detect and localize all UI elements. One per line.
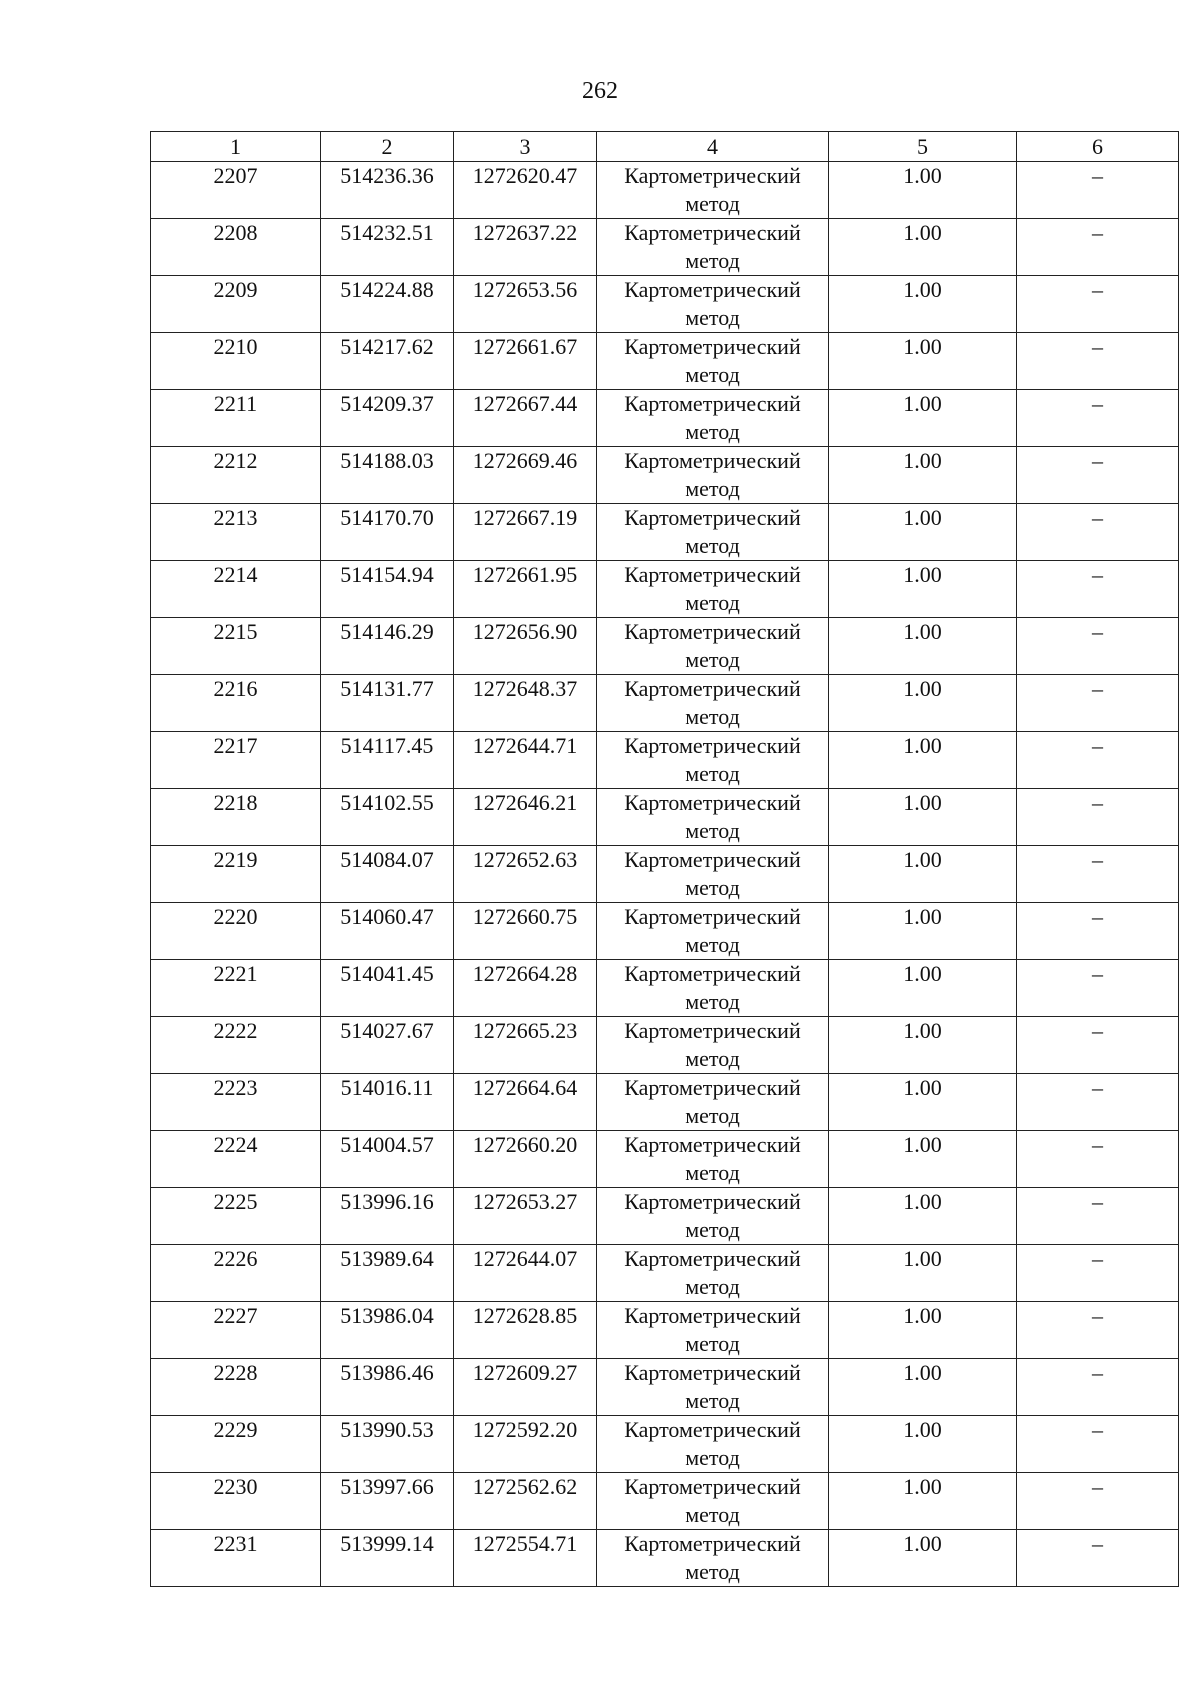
x-coordinate-cell: 513999.14 (321, 1530, 454, 1587)
header-cell-col2: 2 (321, 132, 454, 162)
accuracy-cell: 1.00 (829, 276, 1017, 333)
table-row (151, 162, 1179, 219)
y-coordinate-cell: 1272620.47 (454, 162, 597, 219)
method-cell: Картометрический метод (597, 960, 829, 1017)
x-coordinate-cell: 514102.55 (321, 789, 454, 846)
y-coordinate-cell: 1272660.75 (454, 903, 597, 960)
point-number-cell: 2209 (151, 276, 321, 333)
table-row (151, 732, 1179, 789)
header-cell-col6: 6 (1017, 132, 1179, 162)
x-coordinate-cell: 514016.11 (321, 1074, 454, 1131)
method-cell: Картометрический метод (597, 732, 829, 789)
table-row (151, 390, 1179, 447)
point-number-cell: 2207 (151, 162, 321, 219)
note-cell: – (1017, 1017, 1179, 1074)
accuracy-cell: 1.00 (829, 1302, 1017, 1359)
note-cell: – (1017, 1074, 1179, 1131)
x-coordinate-cell: 513990.53 (321, 1416, 454, 1473)
table-row (151, 903, 1179, 960)
note-cell: – (1017, 333, 1179, 390)
table-row (151, 219, 1179, 276)
y-coordinate-cell: 1272653.56 (454, 276, 597, 333)
table-row (151, 1302, 1179, 1359)
accuracy-cell: 1.00 (829, 846, 1017, 903)
point-number-cell: 2231 (151, 1530, 321, 1587)
point-number-cell: 2211 (151, 390, 321, 447)
accuracy-cell: 1.00 (829, 1131, 1017, 1188)
x-coordinate-cell: 514170.70 (321, 504, 454, 561)
table-row (151, 1017, 1179, 1074)
table-row (151, 1473, 1179, 1530)
table-row (151, 1416, 1179, 1473)
x-coordinate-cell: 514060.47 (321, 903, 454, 960)
accuracy-cell: 1.00 (829, 1473, 1017, 1530)
header-cell-col5: 5 (829, 132, 1017, 162)
point-number-cell: 2228 (151, 1359, 321, 1416)
accuracy-cell: 1.00 (829, 447, 1017, 504)
method-cell: Картометрический метод (597, 1359, 829, 1416)
point-number-cell: 2208 (151, 219, 321, 276)
point-number-cell: 2224 (151, 1131, 321, 1188)
method-cell: Картометрический метод (597, 276, 829, 333)
method-cell: Картометрический метод (597, 447, 829, 504)
method-cell: Картометрический метод (597, 903, 829, 960)
accuracy-cell: 1.00 (829, 1074, 1017, 1131)
table-row (151, 1530, 1179, 1587)
page-number: 262 (582, 78, 618, 104)
note-cell: – (1017, 903, 1179, 960)
method-cell: Картометрический метод (597, 333, 829, 390)
method-cell: Картометрический метод (597, 1131, 829, 1188)
point-number-cell: 2214 (151, 561, 321, 618)
y-coordinate-cell: 1272665.23 (454, 1017, 597, 1074)
header-cell-col3: 3 (454, 132, 597, 162)
table-row (151, 789, 1179, 846)
point-number-cell: 2221 (151, 960, 321, 1017)
point-number-cell: 2226 (151, 1245, 321, 1302)
note-cell: – (1017, 276, 1179, 333)
accuracy-cell: 1.00 (829, 1416, 1017, 1473)
method-cell: Картометрический метод (597, 789, 829, 846)
accuracy-cell: 1.00 (829, 903, 1017, 960)
header-row (151, 132, 1179, 162)
note-cell: – (1017, 789, 1179, 846)
accuracy-cell: 1.00 (829, 1245, 1017, 1302)
y-coordinate-cell: 1272661.95 (454, 561, 597, 618)
note-cell: – (1017, 1530, 1179, 1587)
header-cell-col1: 1 (151, 132, 321, 162)
note-cell: – (1017, 1131, 1179, 1188)
point-number-cell: 2215 (151, 618, 321, 675)
point-number-cell: 2213 (151, 504, 321, 561)
note-cell: – (1017, 561, 1179, 618)
table-row (151, 1131, 1179, 1188)
accuracy-cell: 1.00 (829, 960, 1017, 1017)
y-coordinate-cell: 1272667.44 (454, 390, 597, 447)
x-coordinate-cell: 514232.51 (321, 219, 454, 276)
accuracy-cell: 1.00 (829, 732, 1017, 789)
table-row (151, 447, 1179, 504)
note-cell: – (1017, 675, 1179, 732)
point-number-cell: 2223 (151, 1074, 321, 1131)
note-cell: – (1017, 960, 1179, 1017)
x-coordinate-cell: 513986.04 (321, 1302, 454, 1359)
accuracy-cell: 1.00 (829, 618, 1017, 675)
point-number-cell: 2216 (151, 675, 321, 732)
method-cell: Картометрический метод (597, 1530, 829, 1587)
y-coordinate-cell: 1272664.64 (454, 1074, 597, 1131)
y-coordinate-cell: 1272661.67 (454, 333, 597, 390)
x-coordinate-cell: 513997.66 (321, 1473, 454, 1530)
accuracy-cell: 1.00 (829, 561, 1017, 618)
method-cell: Картометрический метод (597, 1473, 829, 1530)
note-cell: – (1017, 1359, 1179, 1416)
method-cell: Картометрический метод (597, 846, 829, 903)
point-number-cell: 2210 (151, 333, 321, 390)
y-coordinate-cell: 1272562.62 (454, 1473, 597, 1530)
method-cell: Картометрический метод (597, 1017, 829, 1074)
x-coordinate-cell: 514041.45 (321, 960, 454, 1017)
y-coordinate-cell: 1272637.22 (454, 219, 597, 276)
table-row (151, 1245, 1179, 1302)
point-number-cell: 2227 (151, 1302, 321, 1359)
x-coordinate-cell: 513986.46 (321, 1359, 454, 1416)
y-coordinate-cell: 1272653.27 (454, 1188, 597, 1245)
method-cell: Картометрический метод (597, 504, 829, 561)
point-number-cell: 2219 (151, 846, 321, 903)
note-cell: – (1017, 1416, 1179, 1473)
note-cell: – (1017, 618, 1179, 675)
x-coordinate-cell: 514209.37 (321, 390, 454, 447)
note-cell: – (1017, 447, 1179, 504)
y-coordinate-cell: 1272648.37 (454, 675, 597, 732)
point-number-cell: 2222 (151, 1017, 321, 1074)
point-number-cell: 2218 (151, 789, 321, 846)
note-cell: – (1017, 1245, 1179, 1302)
note-cell: – (1017, 732, 1179, 789)
y-coordinate-cell: 1272652.63 (454, 846, 597, 903)
method-cell: Картометрический метод (597, 1416, 829, 1473)
note-cell: – (1017, 219, 1179, 276)
x-coordinate-cell: 513996.16 (321, 1188, 454, 1245)
point-number-cell: 2220 (151, 903, 321, 960)
y-coordinate-cell: 1272667.19 (454, 504, 597, 561)
table-row (151, 504, 1179, 561)
note-cell: – (1017, 846, 1179, 903)
table-row (151, 1188, 1179, 1245)
accuracy-cell: 1.00 (829, 1530, 1017, 1587)
method-cell: Картометрический метод (597, 675, 829, 732)
table-row (151, 960, 1179, 1017)
table-header (151, 132, 1179, 162)
x-coordinate-cell: 514146.29 (321, 618, 454, 675)
y-coordinate-cell: 1272644.71 (454, 732, 597, 789)
table-row (151, 1359, 1179, 1416)
note-cell: – (1017, 504, 1179, 561)
y-coordinate-cell: 1272660.20 (454, 1131, 597, 1188)
y-coordinate-cell: 1272646.21 (454, 789, 597, 846)
y-coordinate-cell: 1272592.20 (454, 1416, 597, 1473)
x-coordinate-cell: 514154.94 (321, 561, 454, 618)
method-cell: Картометрический метод (597, 162, 829, 219)
y-coordinate-cell: 1272664.28 (454, 960, 597, 1017)
method-cell: Картометрический метод (597, 618, 829, 675)
accuracy-cell: 1.00 (829, 1017, 1017, 1074)
x-coordinate-cell: 514217.62 (321, 333, 454, 390)
accuracy-cell: 1.00 (829, 675, 1017, 732)
point-number-cell: 2225 (151, 1188, 321, 1245)
note-cell: – (1017, 162, 1179, 219)
note-cell: – (1017, 1473, 1179, 1530)
accuracy-cell: 1.00 (829, 1188, 1017, 1245)
x-coordinate-cell: 514236.36 (321, 162, 454, 219)
table-row (151, 675, 1179, 732)
method-cell: Картометрический метод (597, 219, 829, 276)
y-coordinate-cell: 1272669.46 (454, 447, 597, 504)
table-row (151, 333, 1179, 390)
table-row (151, 1074, 1179, 1131)
x-coordinate-cell: 514027.67 (321, 1017, 454, 1074)
x-coordinate-cell: 514117.45 (321, 732, 454, 789)
x-coordinate-cell: 514084.07 (321, 846, 454, 903)
x-coordinate-cell: 514224.88 (321, 276, 454, 333)
table-row (151, 561, 1179, 618)
header-cell-col4: 4 (597, 132, 829, 162)
point-number-cell: 2229 (151, 1416, 321, 1473)
method-cell: Картометрический метод (597, 1074, 829, 1131)
coordinates-table (150, 131, 1179, 1587)
x-coordinate-cell: 513989.64 (321, 1245, 454, 1302)
point-number-cell: 2212 (151, 447, 321, 504)
method-cell: Картометрический метод (597, 561, 829, 618)
y-coordinate-cell: 1272609.27 (454, 1359, 597, 1416)
accuracy-cell: 1.00 (829, 1359, 1017, 1416)
y-coordinate-cell: 1272656.90 (454, 618, 597, 675)
table-row (151, 276, 1179, 333)
point-number-cell: 2230 (151, 1473, 321, 1530)
method-cell: Картометрический метод (597, 390, 829, 447)
point-number-cell: 2217 (151, 732, 321, 789)
accuracy-cell: 1.00 (829, 504, 1017, 561)
x-coordinate-cell: 514131.77 (321, 675, 454, 732)
note-cell: – (1017, 1188, 1179, 1245)
table-body (151, 162, 1179, 1587)
x-coordinate-cell: 514188.03 (321, 447, 454, 504)
accuracy-cell: 1.00 (829, 219, 1017, 276)
table-row (151, 618, 1179, 675)
note-cell: – (1017, 390, 1179, 447)
accuracy-cell: 1.00 (829, 333, 1017, 390)
x-coordinate-cell: 514004.57 (321, 1131, 454, 1188)
method-cell: Картометрический метод (597, 1245, 829, 1302)
method-cell: Картометрический метод (597, 1302, 829, 1359)
y-coordinate-cell: 1272644.07 (454, 1245, 597, 1302)
accuracy-cell: 1.00 (829, 789, 1017, 846)
method-cell: Картометрический метод (597, 1188, 829, 1245)
note-cell: – (1017, 1302, 1179, 1359)
accuracy-cell: 1.00 (829, 162, 1017, 219)
accuracy-cell: 1.00 (829, 390, 1017, 447)
y-coordinate-cell: 1272628.85 (454, 1302, 597, 1359)
table-row (151, 846, 1179, 903)
y-coordinate-cell: 1272554.71 (454, 1530, 597, 1587)
